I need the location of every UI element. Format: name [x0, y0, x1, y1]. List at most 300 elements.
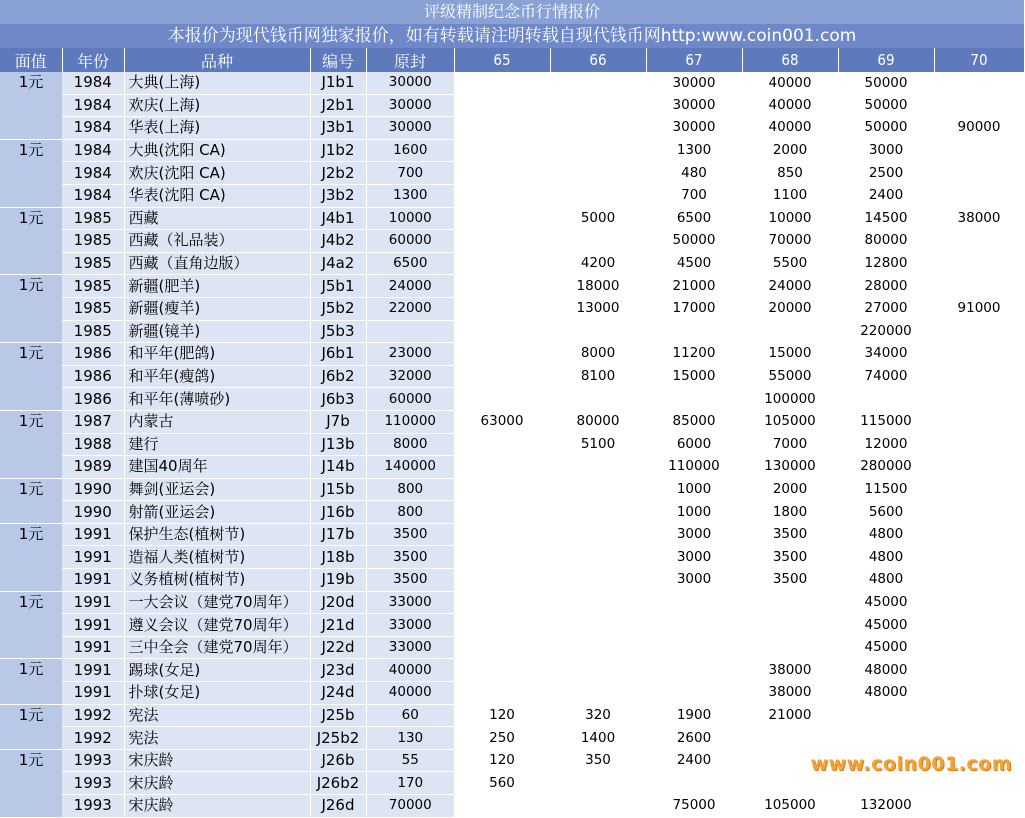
grade-70-cell: [934, 636, 1024, 659]
variety-cell: 西藏: [124, 207, 310, 230]
grade-66-cell: [550, 117, 646, 140]
code-cell: J18b: [310, 546, 366, 569]
year-cell: 1991: [62, 523, 124, 546]
grade-68-cell: 38000: [742, 682, 838, 705]
grade-68-cell: [742, 636, 838, 659]
code-cell: J24d: [310, 682, 366, 705]
grade-67-cell: [646, 772, 742, 795]
grade-70-cell: [934, 320, 1024, 343]
year-cell: 1992: [62, 727, 124, 750]
grade-69-cell: 34000: [838, 343, 934, 366]
year-cell: 1993: [62, 795, 124, 818]
grade-69-cell: 4800: [838, 569, 934, 592]
variety-cell: 和平年(薄喷砂): [124, 388, 310, 411]
grade-68-cell: [742, 320, 838, 343]
original-price-cell: 22000: [366, 297, 454, 320]
variety-cell: 和平年(瘦鸽): [124, 365, 310, 388]
table-row: [0, 772, 1024, 795]
original-price-cell: [366, 320, 454, 343]
grade-66-cell: 1400: [550, 727, 646, 750]
original-price-cell: 800: [366, 478, 454, 501]
year-cell: 1990: [62, 501, 124, 524]
table-row: [0, 591, 1024, 614]
grade-69-cell: 50000: [838, 117, 934, 140]
grade-65-cell: [454, 72, 550, 94]
grade-68-cell: 15000: [742, 343, 838, 366]
original-price-cell: 3500: [366, 523, 454, 546]
grade-68-cell: [742, 727, 838, 750]
grade-67-cell: 110000: [646, 456, 742, 479]
grade-66-cell: [550, 659, 646, 682]
grade-66-cell: 4200: [550, 252, 646, 275]
grade-68-cell: [742, 772, 838, 795]
table-row: [0, 456, 1024, 479]
grade-65-cell: [454, 636, 550, 659]
grade-69-cell: 45000: [838, 614, 934, 637]
table-row: [0, 659, 1024, 682]
code-cell: J5b3: [310, 320, 366, 343]
original-price-cell: 8000: [366, 433, 454, 456]
variety-cell: 造福人类(植树节): [124, 546, 310, 569]
grade-68-cell: 1100: [742, 184, 838, 207]
table-row: [0, 207, 1024, 230]
column-header: 66: [550, 48, 646, 72]
variety-cell: 扑球(女足): [124, 682, 310, 705]
code-cell: J21d: [310, 614, 366, 637]
grade-66-cell: [550, 523, 646, 546]
variety-cell: 建国40周年: [124, 456, 310, 479]
grade-68-cell: 40000: [742, 117, 838, 140]
grade-70-cell: [934, 546, 1024, 569]
code-cell: J5b1: [310, 275, 366, 298]
grade-65-cell: 250: [454, 727, 550, 750]
grade-66-cell: 80000: [550, 410, 646, 433]
grade-66-cell: 8000: [550, 343, 646, 366]
grade-67-cell: [646, 614, 742, 637]
variety-cell: 舞剑(亚运会): [124, 478, 310, 501]
grade-70-cell: [934, 569, 1024, 592]
grade-67-cell: 700: [646, 184, 742, 207]
grade-69-cell: [838, 772, 934, 795]
variety-cell: 内蒙古: [124, 410, 310, 433]
grade-66-cell: 5100: [550, 433, 646, 456]
variety-cell: 遵义会议（建党70周年）: [124, 614, 310, 637]
code-cell: J3b1: [310, 117, 366, 140]
year-cell: 1984: [62, 139, 124, 162]
table-row: [0, 388, 1024, 411]
grade-69-cell: 2500: [838, 162, 934, 185]
code-cell: J4a2: [310, 252, 366, 275]
grade-68-cell: 10000: [742, 207, 838, 230]
grade-70-cell: [934, 410, 1024, 433]
face-value-cell: 1元: [0, 704, 62, 749]
table-row: [0, 162, 1024, 185]
grade-65-cell: [454, 546, 550, 569]
grade-65-cell: [454, 252, 550, 275]
grade-68-cell: 38000: [742, 659, 838, 682]
year-cell: 1985: [62, 320, 124, 343]
grade-70-cell: [934, 94, 1024, 117]
variety-cell: 和平年(肥鸽): [124, 343, 310, 366]
face-value-cell: 1元: [0, 591, 62, 659]
code-cell: J4b1: [310, 207, 366, 230]
year-cell: 1985: [62, 297, 124, 320]
grade-65-cell: [454, 456, 550, 479]
grade-69-cell: 50000: [838, 72, 934, 94]
original-price-cell: 70000: [366, 795, 454, 818]
grade-65-cell: [454, 275, 550, 298]
column-header: 原封: [366, 48, 454, 72]
grade-65-cell: 560: [454, 772, 550, 795]
original-price-cell: 33000: [366, 614, 454, 637]
variety-cell: 踢球(女足): [124, 659, 310, 682]
grade-70-cell: 38000: [934, 207, 1024, 230]
grade-69-cell: [838, 388, 934, 411]
grade-69-cell: 28000: [838, 275, 934, 298]
variety-cell: 新疆(瘦羊): [124, 297, 310, 320]
year-cell: 1984: [62, 162, 124, 185]
grade-65-cell: [454, 365, 550, 388]
original-price-cell: 30000: [366, 117, 454, 140]
variety-cell: 宪法: [124, 704, 310, 727]
grade-66-cell: [550, 94, 646, 117]
grade-68-cell: 3500: [742, 523, 838, 546]
table-row: [0, 230, 1024, 253]
grade-67-cell: 11200: [646, 343, 742, 366]
variety-cell: 新疆(肥羊): [124, 275, 310, 298]
year-cell: 1992: [62, 704, 124, 727]
grade-67-cell: 50000: [646, 230, 742, 253]
grade-70-cell: [934, 772, 1024, 795]
code-cell: J7b: [310, 410, 366, 433]
grade-70-cell: [934, 388, 1024, 411]
grade-67-cell: 1900: [646, 704, 742, 727]
original-price-cell: 10000: [366, 207, 454, 230]
code-cell: J26d: [310, 795, 366, 818]
grade-68-cell: 7000: [742, 433, 838, 456]
grade-66-cell: 18000: [550, 275, 646, 298]
grade-70-cell: [934, 72, 1024, 94]
grade-65-cell: [454, 343, 550, 366]
grade-68-cell: 3500: [742, 569, 838, 592]
year-cell: 1985: [62, 275, 124, 298]
original-price-cell: 30000: [366, 94, 454, 117]
table-row: [0, 501, 1024, 524]
grade-69-cell: [838, 727, 934, 750]
original-price-cell: 3500: [366, 546, 454, 569]
grade-65-cell: [454, 523, 550, 546]
grade-70-cell: 91000: [934, 297, 1024, 320]
grade-68-cell: 850: [742, 162, 838, 185]
code-cell: J15b: [310, 478, 366, 501]
year-cell: 1984: [62, 72, 124, 94]
variety-cell: 西藏（直角边版）: [124, 252, 310, 275]
original-price-cell: 32000: [366, 365, 454, 388]
table-row: [0, 117, 1024, 140]
grade-67-cell: [646, 659, 742, 682]
table-row: [0, 478, 1024, 501]
year-cell: 1986: [62, 365, 124, 388]
grade-65-cell: [454, 614, 550, 637]
grade-70-cell: [934, 795, 1024, 818]
grade-66-cell: 8100: [550, 365, 646, 388]
variety-cell: 宋庆龄: [124, 795, 310, 818]
grade-67-cell: 30000: [646, 117, 742, 140]
grade-68-cell: 1800: [742, 501, 838, 524]
variety-cell: 欢庆(上海): [124, 94, 310, 117]
grade-65-cell: [454, 433, 550, 456]
grade-65-cell: [454, 162, 550, 185]
grade-69-cell: 115000: [838, 410, 934, 433]
grade-67-cell: 17000: [646, 297, 742, 320]
grade-65-cell: [454, 795, 550, 818]
year-cell: 1991: [62, 614, 124, 637]
original-price-cell: 55: [366, 749, 454, 772]
grade-66-cell: [550, 478, 646, 501]
grade-69-cell: 12800: [838, 252, 934, 275]
code-cell: J22d: [310, 636, 366, 659]
grade-67-cell: [646, 320, 742, 343]
year-cell: 1985: [62, 207, 124, 230]
table-row: [0, 72, 1024, 94]
grade-67-cell: 480: [646, 162, 742, 185]
grade-65-cell: 120: [454, 749, 550, 772]
original-price-cell: 130: [366, 727, 454, 750]
original-price-cell: 33000: [366, 591, 454, 614]
original-price-cell: 30000: [366, 72, 454, 94]
code-cell: J25b: [310, 704, 366, 727]
year-cell: 1984: [62, 94, 124, 117]
variety-cell: 宪法: [124, 727, 310, 750]
column-header: 70: [934, 48, 1024, 72]
original-price-cell: 170: [366, 772, 454, 795]
variety-cell: 一大会议（建党70周年）: [124, 591, 310, 614]
grade-67-cell: [646, 591, 742, 614]
year-cell: 1984: [62, 117, 124, 140]
face-value-cell: 1元: [0, 523, 62, 591]
table-row: [0, 682, 1024, 705]
face-value-cell: 1元: [0, 478, 62, 523]
grade-65-cell: [454, 320, 550, 343]
grade-69-cell: 14500: [838, 207, 934, 230]
grade-69-cell: 2400: [838, 184, 934, 207]
column-header: 面值: [0, 48, 62, 72]
grade-67-cell: 6000: [646, 433, 742, 456]
grade-67-cell: 2400: [646, 749, 742, 772]
year-cell: 1991: [62, 546, 124, 569]
original-price-cell: 40000: [366, 682, 454, 705]
code-cell: J26b2: [310, 772, 366, 795]
grade-66-cell: 350: [550, 749, 646, 772]
face-value-cell: 1元: [0, 72, 62, 139]
grade-70-cell: [934, 162, 1024, 185]
grade-68-cell: 20000: [742, 297, 838, 320]
grade-67-cell: 3000: [646, 523, 742, 546]
variety-cell: 宋庆龄: [124, 772, 310, 795]
grade-69-cell: 45000: [838, 636, 934, 659]
code-cell: J13b: [310, 433, 366, 456]
grade-69-cell: 45000: [838, 591, 934, 614]
table-row: [0, 569, 1024, 592]
page-title: 评级精制纪念币行情报价: [0, 0, 1024, 24]
table-header-row: [0, 48, 1024, 72]
grade-70-cell: [934, 614, 1024, 637]
code-cell: J1b1: [310, 72, 366, 94]
face-value-cell: 1元: [0, 410, 62, 478]
code-cell: J17b: [310, 523, 366, 546]
grade-66-cell: [550, 591, 646, 614]
variety-cell: 大典(沈阳 CA): [124, 139, 310, 162]
grade-70-cell: [934, 365, 1024, 388]
year-cell: 1993: [62, 749, 124, 772]
table-row: [0, 636, 1024, 659]
grade-65-cell: [454, 388, 550, 411]
year-cell: 1991: [62, 591, 124, 614]
original-price-cell: 3500: [366, 569, 454, 592]
face-value-cell: 1元: [0, 275, 62, 343]
variety-cell: 义务植树(植树节): [124, 569, 310, 592]
face-value-cell: 1元: [0, 749, 62, 817]
grade-69-cell: 12000: [838, 433, 934, 456]
grade-66-cell: [550, 162, 646, 185]
code-cell: J16b: [310, 501, 366, 524]
table-row: [0, 795, 1024, 818]
table-row: [0, 523, 1024, 546]
original-price-cell: 60000: [366, 388, 454, 411]
code-cell: J19b: [310, 569, 366, 592]
grade-66-cell: [550, 456, 646, 479]
grade-69-cell: 80000: [838, 230, 934, 253]
grade-70-cell: [934, 456, 1024, 479]
grade-65-cell: [454, 297, 550, 320]
price-table: [0, 48, 1025, 818]
grade-70-cell: [934, 523, 1024, 546]
year-cell: 1991: [62, 636, 124, 659]
grade-67-cell: 1000: [646, 478, 742, 501]
grade-70-cell: [934, 682, 1024, 705]
column-header: 67: [646, 48, 742, 72]
grade-69-cell: 3000: [838, 139, 934, 162]
grade-69-cell: 50000: [838, 94, 934, 117]
column-header: 编号: [310, 48, 366, 72]
grade-68-cell: 21000: [742, 704, 838, 727]
face-value-cell: 1元: [0, 659, 62, 704]
grade-68-cell: 3500: [742, 546, 838, 569]
variety-cell: 华表(上海): [124, 117, 310, 140]
table-row: [0, 365, 1024, 388]
grade-69-cell: [838, 704, 934, 727]
variety-cell: 保护生态(植树节): [124, 523, 310, 546]
original-price-cell: 6500: [366, 252, 454, 275]
table-row: [0, 297, 1024, 320]
variety-cell: 三中全会（建党70周年）: [124, 636, 310, 659]
year-cell: 1985: [62, 252, 124, 275]
grade-68-cell: 2000: [742, 139, 838, 162]
variety-cell: 建行: [124, 433, 310, 456]
grade-65-cell: [454, 591, 550, 614]
grade-68-cell: 40000: [742, 94, 838, 117]
grade-70-cell: [934, 275, 1024, 298]
grade-69-cell: 48000: [838, 659, 934, 682]
grade-70-cell: [934, 704, 1024, 727]
column-header: 品种: [124, 48, 310, 72]
code-cell: J3b2: [310, 184, 366, 207]
variety-cell: 大典(上海): [124, 72, 310, 94]
code-cell: J6b1: [310, 343, 366, 366]
grade-70-cell: [934, 478, 1024, 501]
grade-67-cell: 21000: [646, 275, 742, 298]
year-cell: 1986: [62, 388, 124, 411]
grade-70-cell: 90000: [934, 117, 1024, 140]
grade-70-cell: [934, 727, 1024, 750]
grade-65-cell: 120: [454, 704, 550, 727]
code-cell: J6b2: [310, 365, 366, 388]
table-row: [0, 343, 1024, 366]
face-value-cell: 1元: [0, 207, 62, 275]
grade-66-cell: [550, 320, 646, 343]
grade-68-cell: 130000: [742, 456, 838, 479]
year-cell: 1993: [62, 772, 124, 795]
year-cell: 1991: [62, 682, 124, 705]
table-body: [0, 72, 1024, 817]
grade-67-cell: 75000: [646, 795, 742, 818]
grade-65-cell: [454, 139, 550, 162]
grade-70-cell: [934, 252, 1024, 275]
year-cell: 1985: [62, 230, 124, 253]
grade-67-cell: [646, 636, 742, 659]
grade-70-cell: [934, 433, 1024, 456]
grade-70-cell: [934, 230, 1024, 253]
table-row: [0, 614, 1024, 637]
grade-65-cell: [454, 569, 550, 592]
grade-70-cell: [934, 139, 1024, 162]
original-price-cell: 1300: [366, 184, 454, 207]
grade-68-cell: 100000: [742, 388, 838, 411]
code-cell: J25b2: [310, 727, 366, 750]
grade-65-cell: 63000: [454, 410, 550, 433]
year-cell: 1989: [62, 456, 124, 479]
year-cell: 1986: [62, 343, 124, 366]
grade-66-cell: 13000: [550, 297, 646, 320]
original-price-cell: 140000: [366, 456, 454, 479]
original-price-cell: 60: [366, 704, 454, 727]
grade-65-cell: [454, 94, 550, 117]
grade-69-cell: 4800: [838, 523, 934, 546]
code-cell: J20d: [310, 591, 366, 614]
year-cell: 1991: [62, 569, 124, 592]
table-row: [0, 139, 1024, 162]
grade-68-cell: 55000: [742, 365, 838, 388]
code-cell: J14b: [310, 456, 366, 479]
table-row: [0, 727, 1024, 750]
year-cell: 1991: [62, 659, 124, 682]
variety-cell: 欢庆(沈阳 CA): [124, 162, 310, 185]
grade-68-cell: 2000: [742, 478, 838, 501]
grade-67-cell: 85000: [646, 410, 742, 433]
variety-cell: 新疆(镜羊): [124, 320, 310, 343]
grade-65-cell: [454, 682, 550, 705]
table-row: [0, 704, 1024, 727]
code-cell: J23d: [310, 659, 366, 682]
grade-69-cell: 5600: [838, 501, 934, 524]
code-cell: J1b2: [310, 139, 366, 162]
grade-65-cell: [454, 230, 550, 253]
grade-67-cell: 30000: [646, 72, 742, 94]
face-value-cell: 1元: [0, 343, 62, 411]
variety-cell: 射箭(亚运会): [124, 501, 310, 524]
grade-67-cell: 15000: [646, 365, 742, 388]
grade-65-cell: [454, 117, 550, 140]
